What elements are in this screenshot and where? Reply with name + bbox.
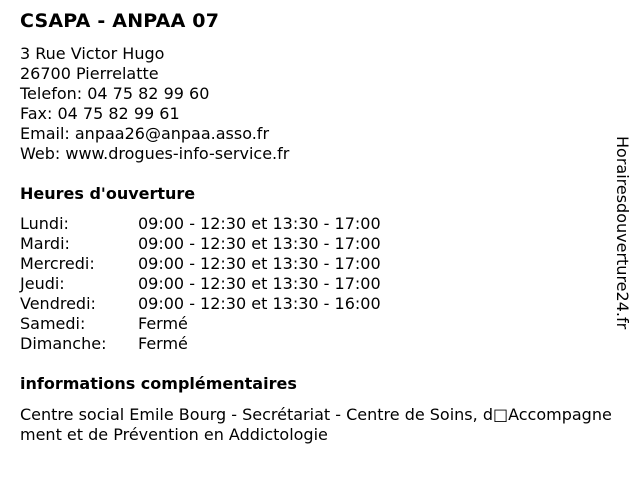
- hours-row: [20, 294, 381, 314]
- hours-time: 09:00 - 12:30 et 13:30 - 17:00: [138, 274, 381, 293]
- hours-table: [20, 214, 381, 354]
- hours-day: Jeudi:: [20, 274, 65, 293]
- hours-day: Dimanche:: [20, 334, 107, 353]
- hours-row: [20, 314, 381, 334]
- address-block: [20, 44, 289, 164]
- page-title: CSAPA - ANPAA 07: [20, 10, 220, 32]
- hours-heading: Heures d'ouverture: [20, 184, 196, 203]
- hours-day: Vendredi:: [20, 294, 96, 313]
- hours-day: Mardi:: [20, 234, 70, 253]
- info-heading: informations complémentaires: [20, 374, 297, 393]
- hours-row: [20, 214, 381, 234]
- hours-row: [20, 254, 381, 274]
- hours-time: Fermé: [138, 314, 188, 333]
- hours-time: 09:00 - 12:30 et 13:30 - 17:00: [138, 254, 381, 273]
- hours-time: 09:00 - 12:30 et 13:30 - 16:00: [138, 294, 381, 313]
- hours-time: 09:00 - 12:30 et 13:30 - 17:00: [138, 214, 381, 233]
- hours-day: Mercredi:: [20, 254, 95, 273]
- phone-number: Telefon: 04 75 82 99 60: [20, 84, 210, 103]
- hours-day: Lundi:: [20, 214, 69, 233]
- hours-time: 09:00 - 12:30 et 13:30 - 17:00: [138, 234, 381, 253]
- address-street: 3 Rue Victor Hugo: [20, 44, 165, 63]
- info-text: Centre social Emile Bourg - Secrétariat - Centre de Soins, d□Accompagnement et de Prévention en Addictologie: [20, 405, 612, 444]
- hours-time: Fermé: [138, 334, 188, 353]
- website-link[interactable]: Web: www.drogues-info-service.fr: [20, 144, 290, 163]
- hours-row: [20, 274, 381, 294]
- email-address: Email: anpaa26@anpaa.asso.fr: [20, 124, 270, 143]
- fax-number: Fax: 04 75 82 99 61: [20, 104, 180, 123]
- hours-day: Samedi:: [20, 314, 86, 333]
- hours-row: [20, 334, 381, 354]
- hours-row: [20, 234, 381, 254]
- address-city: 26700 Pierrelatte: [20, 64, 159, 83]
- watermark-text: Horairesdouverture24.fr: [613, 136, 632, 330]
